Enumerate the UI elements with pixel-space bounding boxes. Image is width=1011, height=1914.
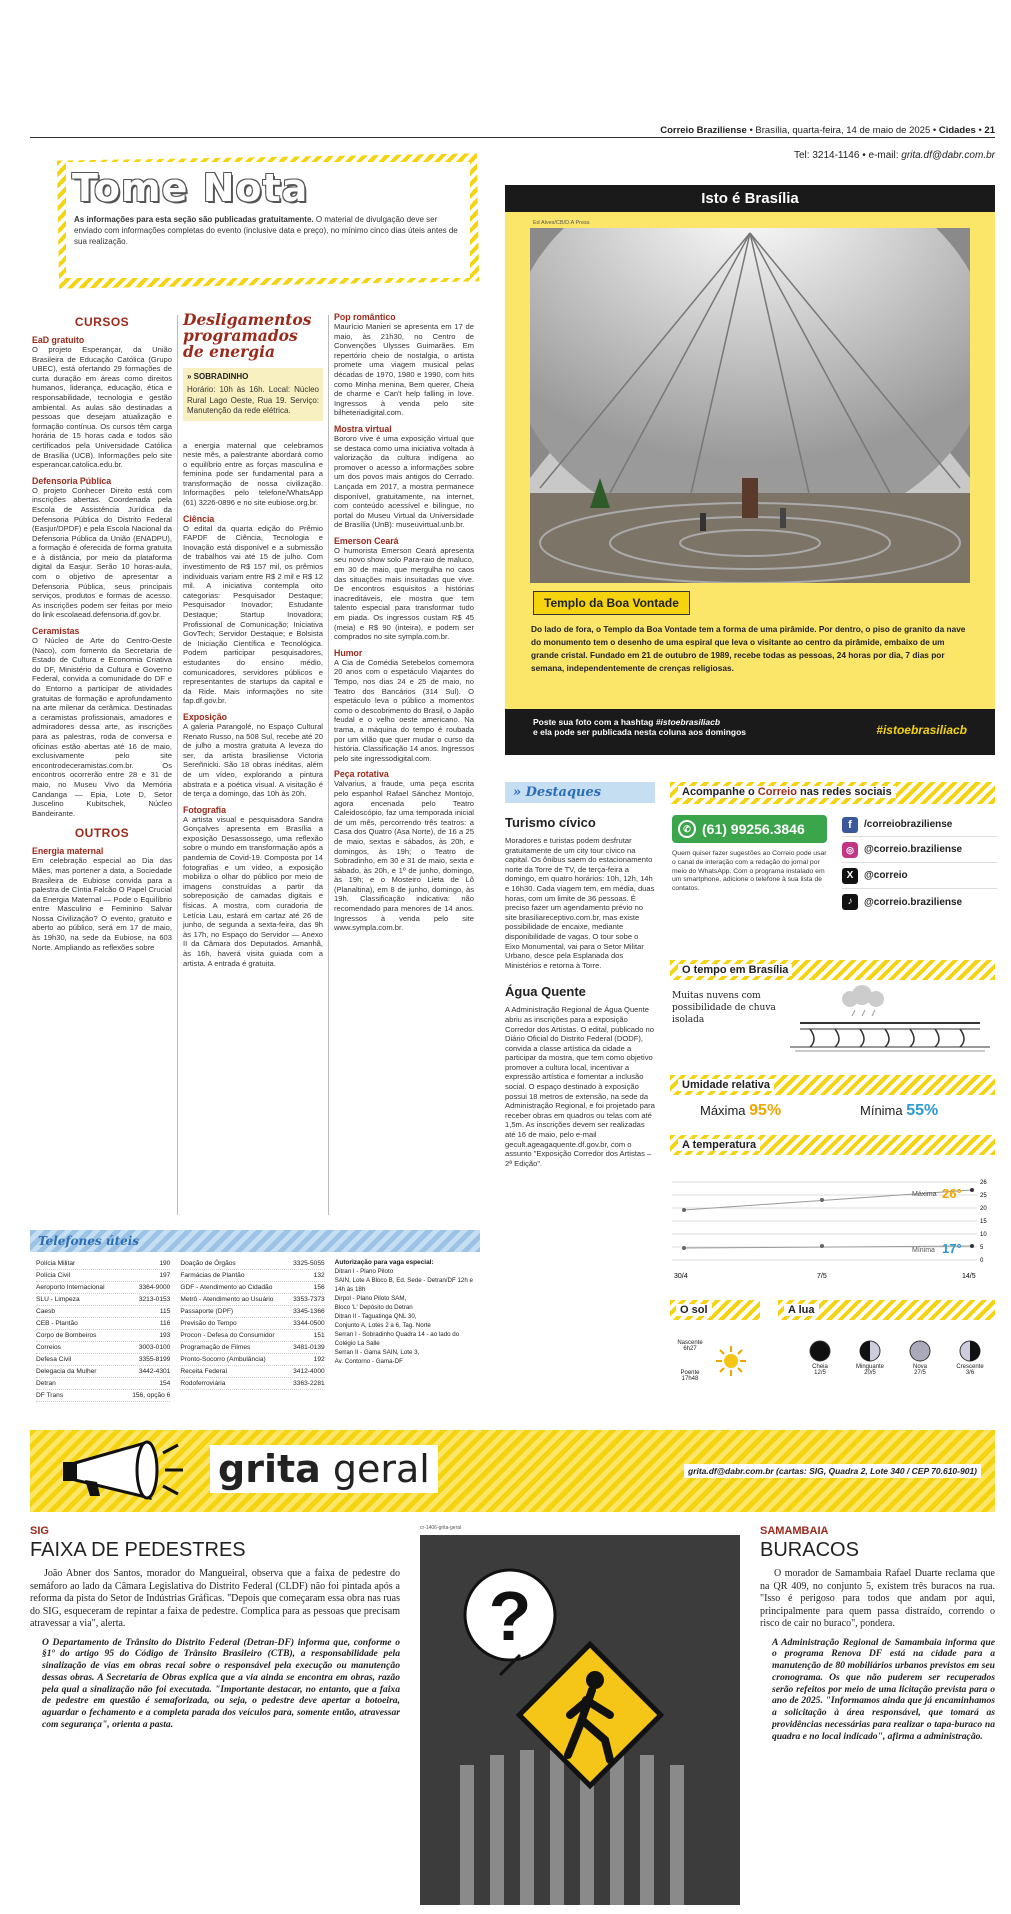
footer-text-2: e ela pode ser publicada nesta coluna aos domingos xyxy=(533,727,747,737)
phone-label: GDF - Atendimento ao Cidadão xyxy=(180,1284,273,1291)
phone-row xyxy=(180,1282,324,1294)
phones-col-1 xyxy=(36,1258,170,1402)
phone-label: Previsão do Tempo xyxy=(180,1320,237,1327)
phone-row xyxy=(36,1258,170,1270)
kicker: SAMAMBAIA xyxy=(760,1525,829,1537)
vaga-line: SAIN, Lote A Bloco B, Ed. Sede - Detran/DF 12h e 14h às 18h xyxy=(334,1277,473,1293)
phone-label: Caesb xyxy=(36,1308,56,1315)
phone-row xyxy=(180,1354,324,1366)
phones-c3-list xyxy=(335,1267,474,1366)
label: Mínima xyxy=(860,1103,903,1118)
section-name: Cidades xyxy=(938,125,976,136)
phase-name: Crescente xyxy=(956,1364,984,1370)
phones-title: Telefones úteis xyxy=(30,1230,480,1252)
item-text: A Cia de Comédia Setebelos comemora 20 anos com o espetáculo Viajantes do Tempo, nos dias 24 e 25 de maio, no Teatro dos Bancários (314 Sul). O espetáculo leva o público a momentos como o descobrimento do Brasil, o Japão feudal e o velho oeste americano. Na trama, a máquina do tempo é roubada por um vilão que quer mudar o curso da história. Classificação 14 anos. Ingressos pelo site ingressodigital.com. xyxy=(334,657,474,763)
vaga-line: Dirpol - Plano Piloto SAM, xyxy=(334,1295,407,1302)
whatsapp-icon: ✆ xyxy=(678,820,696,838)
moon-phase-full xyxy=(800,1340,840,1376)
y-tick: 26 xyxy=(980,1180,987,1186)
phone-label: Farmácias de Plantão xyxy=(180,1272,245,1279)
outros-label: OUTROS xyxy=(74,826,130,841)
facebook-link[interactable] xyxy=(842,813,997,837)
phone-number: 151 xyxy=(313,1332,325,1339)
sun-icon xyxy=(715,1345,747,1377)
grita-contact[interactable] xyxy=(684,1464,981,1478)
point xyxy=(682,1208,686,1212)
item-title: Energia maternal xyxy=(32,846,104,857)
phase-date: 3/6 xyxy=(965,1370,975,1376)
phone-number: 3412-4000 xyxy=(293,1368,325,1375)
point xyxy=(820,1244,824,1248)
y-tick: 10 xyxy=(980,1232,987,1238)
phase-name: Cheia xyxy=(812,1364,828,1370)
tmax-value: 26° xyxy=(942,1186,962,1201)
intro-bold: As informações para esta seção são publicadas gratuitamente. xyxy=(74,215,314,224)
tiktok-icon: ♪ xyxy=(842,894,858,910)
forecast-text: Muitas nuvens com possibilidade de chuva isolada xyxy=(672,991,776,1025)
vaga-line: Serran II - Gama SAIN, Lote 3, xyxy=(334,1349,420,1356)
vaga-line: Bloco 'L' Depósito do Detran xyxy=(334,1304,413,1311)
weather-header xyxy=(670,960,995,980)
item-text: Valvarius, a fraude, uma peça escrita pelo espanhol Rafael Sánchez Montojo, agora encenada pelo Teatro Caleidoscópio, faz uma temporada inicial de um mês, percorrendo três teatros: a Casa dos Quatro (Asa Norte), de 16 a 25 de maio, sextas e sábados, às 20h, e domingos, às 19h; o Teatro de Sobradinho, em 30 e 31 de maio, sexta e sábado, às 20h, e 1º de junho, domingo, às 19h; e o Mosteiro Lieta de Lô (Planaltina), em 8 de junho, domingo, às 19h. Classificação indicativa: não recomendado para menores de 14 anos. Ingressos à venda pelo site www.sympla.com.br. xyxy=(334,779,474,933)
phone-number: 3344-0500 xyxy=(293,1320,325,1327)
weather-title: O tempo em Brasília xyxy=(678,964,792,976)
item-title: Peça rotativa xyxy=(334,769,389,780)
item-title: Ciência xyxy=(183,513,215,524)
date-label: 14/5 xyxy=(962,1273,976,1280)
y-tick: 15 xyxy=(980,1219,987,1225)
value: 95% xyxy=(749,1102,782,1119)
label: Poente xyxy=(680,1370,700,1376)
label: Nascente xyxy=(677,1340,703,1346)
social-title xyxy=(678,786,896,798)
phone-number: 3345-1366 xyxy=(293,1308,325,1315)
kicker: SIG xyxy=(30,1525,49,1537)
phones-c3-title: Autorização para vaga especial: xyxy=(334,1259,434,1266)
phone-row xyxy=(36,1318,170,1330)
moon-title: A lua xyxy=(784,1304,819,1316)
response: A Administração Regional de Samambaia informa que o programa Renova DF está na cidade para a manutenção de 80 mobiliários urbanos previstos em seu cronograma. Os que não puderem ser recuperados serão refeitos por meio de uma licitação prevista para o ano de 2025. "Informamos ainda que já encaminhamos a solicitação à área responsável, que tomará as providências necessárias para realizar o tapa-buraco na quadra e no local indicado", afirma a administração. xyxy=(772,1636,995,1742)
y-tick: 25 xyxy=(980,1193,987,1199)
destaques-p2: A Administração Regional de Água Quente abriu as inscrições para a exposição Corredor dos Artistas. O edital, publicado no Diário Oficial do Distrito Federal (DODF), convida a classe artística da cidade a participar da mostra, que tem como objetivo promover a cultura local, incentivar a expressão artística e fomentar a inclusão social. O espaço destinado à exposição possui 18 metros de extensão, na sede da Administração Regional, e foi projetado para receber obras em quadros ou telas com até 1,5m. As inscrições devem ser realizadas até 16 de maio, pelo e-mail gecult.ageagaquente.df.gov.br, com o assunto "Exposição Corredor dos Artistas – 2ª Edição". xyxy=(505,1005,655,1168)
phone-label: Aeroporto Internacional xyxy=(36,1284,105,1291)
temp-chart xyxy=(672,1160,992,1280)
item-text: A artista visual e pesquisadora Sandra Gonçalves apresenta em Brasília a exposição Desassossego, uma reflexão sobre o mundo em transformação após a pandemia de Covid-19. Composta por 14 fotografias e um vídeo, a exposição mobiliza o olhar do público por meio de imagens construídas a partir da sobreposição de camadas digitais e físicas. A mostra, com curadoria de Letícia Lau, estará em cartaz até 26 de junho, de segunda a sexta-feira, das 9h às 17h, no Espaço do Servidor — Anexo II da Câmara dos Deputados. Amanhã, às 16h, haverá visita guiada com a artista. A entrada é gratuita. xyxy=(183,814,323,968)
outros-cont: a energia maternal que celebramos neste mês, a palestrante abordará como o equilíbrio entre as forças masculina e feminina pode ser fundamental para a transformação de nossa civilização. Informações pelo telefone/WhatsApp (61) 3226-0896 e no site eubiose.org.br. xyxy=(183,440,323,508)
tel: Tel: 3214-1146 xyxy=(794,150,860,161)
phone-label: Passaporte (DPF) xyxy=(180,1308,234,1315)
moon-header xyxy=(778,1300,995,1320)
item-text: Maurício Manieri se apresenta em 17 de maio, às 21h30, no Centro de Convenções Ulysses Guimarães. Em repertório cheio de nostalgia, o artista promete uma viagem musical pelas décadas de 1970, 1980 e 1990, com hits como Minha menina, Bem querer, Cheia de charme e Can't help falling in love. Ingressos à venda pelo site bilheteriadigital.com. xyxy=(334,322,474,418)
social-header xyxy=(670,782,995,804)
contact-text: grita.df@dabr.com.br (cartas: SIG, Quadra 2, Lote 340 / CEP 70.610-901) xyxy=(687,1466,977,1476)
moon-waxing-icon xyxy=(959,1340,981,1362)
humidity-title: Umidade relativa xyxy=(678,1079,774,1091)
x-link[interactable] xyxy=(842,863,997,889)
item-text: O projeto Conhecer Direito está com inscrições abertas. Coordenada pela Escola de Assistência Jurídica da Defensoria Pública do Distrito Federal (Easjur/DPDF) e pela Escola Nacional da Defensoria Pública da União (ENADPU), a formação é oferecida de forma gratuita e à distância, por meio da plataforma digital da Easjur. Serão 10 horas-aula, com o objetivo de apresentar a Defensoria Pública, seus principais serviços, produtos e formas de acesso. As inscrições podem ser feitas por meio do link escolaead.defensoria.df.gov.br. xyxy=(32,485,172,620)
t: Correio xyxy=(757,786,797,798)
tmin-value: 17° xyxy=(942,1241,962,1256)
item-text: Em celebração especial ao Dia das Mães, mas portener a data, a Sociedade Brasileira de Eubiose convida para a palestra de Cíntia Falcão O Papel Crucial da Energia Maternal — Pode o Equilíbrio entre Masculino e Feminino Salvar Nossa Civilização? O evento, gratuito e aberto ao público, será em 17 de maio, às 19h30, na sede da Eubiose, na 603 Norte. Ampliando as reflexões sobre xyxy=(32,856,172,952)
sun-title: O sol xyxy=(676,1304,712,1316)
sunrise xyxy=(672,1340,708,1352)
grita-banner xyxy=(30,1430,995,1512)
phone-row xyxy=(180,1294,324,1306)
deslig-title: Desligamentos programados de energia xyxy=(183,310,312,361)
phone-row xyxy=(36,1366,170,1378)
social-text: Quem quiser fazer sugestões ao Correio pode usar o canal de interação com a redação do jornal por meio do WhatsApp. Com o programa instalado em um smartphone, adicione o telefone à sua lista de contatos. xyxy=(672,850,827,893)
isto-text: Do lado de fora, o Templo da Boa Vontade tem a forma de uma pirâmide. Por dentro, o piso de granito da nave do monumento tem o desenho de uma espiral que leva o visitante ao centro da pirâmide, embaixo de um grande cristal. Fundado em 21 de outubro de 1989, recebe todas as pessoas, 24 horas por dia, 7 dias por semana, independentemente de crenças religiosas. xyxy=(531,624,966,673)
phone-number: 3364-9000 xyxy=(138,1284,171,1291)
phone-number: 132 xyxy=(313,1272,325,1279)
phone-label: Receita Federal xyxy=(180,1368,227,1375)
label: Máxima xyxy=(700,1103,746,1118)
phones-col-3 xyxy=(335,1258,474,1402)
item-title: EaD gratuito xyxy=(32,335,85,345)
phone-row xyxy=(36,1390,170,1402)
isto-footer xyxy=(505,709,995,755)
hashtag[interactable]: #istoebrasiliacb xyxy=(655,717,721,727)
tiktok-link[interactable] xyxy=(842,889,997,915)
phone-number: 3213-0153 xyxy=(138,1296,171,1303)
destaques-t2: Água Quente xyxy=(505,984,586,1000)
point xyxy=(970,1188,974,1192)
value: 6h27 xyxy=(683,1346,697,1352)
phone-number: 3442-4301 xyxy=(138,1368,171,1375)
tome-nota-intro xyxy=(66,210,470,251)
phone-label: Polícia Civil xyxy=(36,1272,71,1279)
response: O Departamento de Trânsito do Distrito Federal (Detran-DF) informa que, conforme o §1º do artigo 95 do Código de Trânsito Brasileiro (CTB), a responsabilidade pela sinalização de vias em obras recai sobre o responsável pela execução ou manutenção dessas obras. A Secretaria de Obras explica que a via ainda se encontra em obras, razão pela qual a sinalização não foi executada. "Importante destacar, no entanto, que a faixa de pedestre em questão é semaforizada, ou seja, o pedestre deve apertar a botoeira, aguardar o fechamento e a completa parada dos veículos para, somente então, atravessar com segurança", orienta a pasta. xyxy=(42,1636,400,1731)
grita-title xyxy=(210,1445,438,1493)
page-header xyxy=(610,125,995,136)
point xyxy=(970,1244,974,1248)
sunset xyxy=(672,1370,708,1382)
phone-number: 3481-0139 xyxy=(293,1344,325,1351)
tome-nota-box xyxy=(66,162,470,278)
crosswalk-image xyxy=(420,1535,740,1905)
phone-number: 190 xyxy=(159,1260,171,1267)
grita-right xyxy=(760,1525,995,1743)
item-title: Defensoria Pública xyxy=(32,475,112,486)
instagram-link[interactable] xyxy=(842,837,997,863)
phone-row xyxy=(36,1282,170,1294)
phone-label: Procon - Defesa do Consumidor xyxy=(180,1332,275,1339)
link-label: /correiobraziliense xyxy=(864,819,953,830)
phone-number: 192 xyxy=(313,1356,325,1363)
phone-label: Defesa Civil xyxy=(36,1356,72,1363)
phone-label: Corpo de Bombeiros xyxy=(36,1332,97,1339)
max-label: Máxima xyxy=(912,1191,937,1198)
item-title: Pop romântico xyxy=(334,312,396,322)
phone-label: Metrô - Atendimento ao Usuário xyxy=(180,1296,274,1303)
sep: • xyxy=(932,125,937,136)
destaques-label: » Destaques xyxy=(505,782,655,803)
min-label: Mínima xyxy=(912,1247,935,1254)
phone-row xyxy=(36,1378,170,1390)
phone-label: Doação de Órgãos xyxy=(180,1260,236,1267)
phase-name: Nova xyxy=(912,1364,927,1370)
vaga-line: Conjunto A, Lotes 2 a 6, Tag. Norte xyxy=(334,1322,431,1329)
cursos-label: CURSOS xyxy=(74,315,130,329)
deslig-text: Horário: 10h às 16h. Local: Núcleo Rural Lago Oeste, Rua 19. Serviço: Manutenção da rede elétrica. xyxy=(187,385,319,415)
phone-label: Pronto-Socorro (Ambulância) xyxy=(180,1356,266,1363)
y-tick: 5 xyxy=(980,1245,984,1251)
phone-label: DF Trans xyxy=(36,1392,64,1399)
phone-label: Polícia Militar xyxy=(36,1260,76,1267)
deslig-box xyxy=(183,368,323,421)
destaques-p1: Moradores e turistas podem desfrutar gratuitamente de um city tour cívico na capital. Os ônibus saem do estacionamento norte da Torre de TV, de terça-feira a domingo, em quatro horários: 10h, 12h, 14h e 16h30. Cada viagem tem, em média, duas horas, com um limite de 36 pessoas. É preciso fazer um agendamento prévio no site brasiliareceptivo.com.br, mas existe possibilidade de encaixe, mediante disponibilidade de vagas. O tour sobe o Eixo Monumental, vai para o Setor Militar Urbano, desce pela Esplanada dos Ministérios e retorna à Torre. xyxy=(505,836,655,970)
item-title: Mostra virtual xyxy=(334,423,392,434)
vaga-line: Ditran I - Plano Piloto xyxy=(334,1268,394,1275)
grita-illustration xyxy=(420,1525,740,1905)
phone-label: Detran xyxy=(36,1380,56,1387)
letter: O morador de Samambaia Rafael Duarte reclama que na QR 409, no conjunto 5, existem três buracos na rua. "Isso é perigoso para todos que andam por aqui, principalmente para quem passa distraído, correndo o risco de cair no buraco", pondera. xyxy=(760,1568,995,1629)
link-label: @correio xyxy=(864,870,908,881)
letter: João Abner dos Santos, morador do Mangueiral, observa que a faixa de pedestre do semáforo ao lado da Câmara Legislativa do Distrito Federal (CLDF) não foi pintada após a reforma da pista do Setor de Indústrias Gráficas. "Depois que começaram essa obra nas ruas do SIG, esqueceram de repintar a faixa de pedestre. Complica para as pessoas que precisam atravessar a via", alerta. xyxy=(30,1568,400,1629)
sun-header xyxy=(670,1300,760,1320)
item-title: Exposição xyxy=(183,711,228,722)
phone-number: 154 xyxy=(159,1380,171,1387)
moon-phases xyxy=(800,1340,990,1376)
item-text: O edital da quarta edição do Prêmio FAPDF de Ciência, Tecnologia e Inovação está disponível e a submissão de trabalhos vai até 15 de julho. Com investimento de R$ 157 mil, os prêmios individuais variam entre R$ 2 mil e R$ 12 mil. A iniciativa contempla oito categorias: Pesquisador Destaque; Pesquisador Inovador; Estudante Destaque; Startup Inovadora; Profissional de Comunicação; Iniciativa GovTech; Servidor Destaque; e Bolsista de Iniciação Científica e Tecnológica. Podem participar pesquisadores, estudantes do ensino médio, comunicadores, servidores públicos e representantes de startups da capital e da Ride. Mais informações no site fap.df.gov.br. xyxy=(183,523,323,706)
temp-title: A temperatura xyxy=(678,1139,760,1151)
x-icon: X xyxy=(842,868,858,884)
phone-row xyxy=(36,1306,170,1318)
phone-label: Rodoferroviária xyxy=(180,1380,226,1387)
hashtag-big[interactable]: #istoebrasiliacb xyxy=(876,723,967,737)
dateline: Brasília, quarta-feira, 14 de maio de 2025 xyxy=(755,125,931,136)
phone-row xyxy=(180,1270,324,1282)
phone-row xyxy=(36,1294,170,1306)
point xyxy=(820,1198,824,1202)
phone-label: CEB - Plantão xyxy=(36,1320,78,1327)
whatsapp-button[interactable] xyxy=(672,815,827,843)
phones-box xyxy=(30,1230,480,1415)
phone-label: Delegacia da Mulher xyxy=(36,1368,97,1375)
moon-phase-waning xyxy=(850,1340,890,1376)
link-label: @correio.braziliense xyxy=(864,844,963,855)
phone-number: 156 xyxy=(313,1284,325,1291)
moon-waning-icon xyxy=(859,1340,881,1362)
date-label: 30/4 xyxy=(674,1273,688,1280)
t: nas redes sociais xyxy=(796,786,892,798)
item-title: Ceramistas xyxy=(32,626,80,637)
y-tick: 0 xyxy=(980,1258,984,1264)
column-2 xyxy=(183,312,323,968)
item-title: Fotografia xyxy=(183,804,227,815)
phase-date: 12/5 xyxy=(814,1370,826,1376)
phone-label: SLU - Limpeza xyxy=(36,1296,80,1303)
destaques-t1: Turismo cívico xyxy=(505,815,596,830)
sep: • xyxy=(749,125,753,136)
phone-number: 197 xyxy=(159,1272,171,1279)
megaphone-icon xyxy=(55,1438,205,1504)
phase-name: Minguante xyxy=(855,1364,885,1370)
phone-row xyxy=(180,1318,324,1330)
column-3 xyxy=(334,312,474,933)
intro-text: O material de divulgação deve ser enviado com informações completas do evento (inclusive data e preço), no mínimo cinco dias úteis antes de sua realização. xyxy=(74,215,458,246)
item-text: O projeto Esperançar, da União Brasileira de Educação Católica (Grupo UBEC), está ofertando 29 formações de curta duração em áreas como direitos humanos, liderança, educação, ética e responsabilidade, tecnologia e gestão ambiental. As aulas são destinadas a pessoas que desejam atualização e formação contínua. Os cursos têm carga horária de 15 horas cada e todos são certificados pela Universidade Católica de Brasília (UCB). Informações pelo site esperancar.catolica.edu.br. xyxy=(32,345,172,470)
phone-number: 3363-2281 xyxy=(293,1380,325,1387)
value: 17h48 xyxy=(681,1376,699,1382)
column-rule xyxy=(328,315,329,1215)
vaga-line: Ditran II - Taguatinga QNL 30, xyxy=(334,1313,417,1320)
phone-row xyxy=(180,1342,324,1354)
isto-box xyxy=(505,185,995,755)
moon-phase-new xyxy=(900,1340,940,1376)
page-number: 21 xyxy=(984,125,995,136)
humidity-max xyxy=(700,1102,781,1120)
item-text: O humorista Emerson Ceará apresenta seu novo show solo Para-raio de maluco, em 30 de maio, que mergulha no caos das situações mais insuitadas que vive. De encontros esquisitos a histórias inacreditáveis, ele mostra que tem talento especial para transformar tudo em piada. Os ingressos custam R$ 45 (meia) e R$ 90 (inteira), e podem ser comprados no site sympla.com.br. xyxy=(334,545,474,642)
footer-text: Poste sua foto com a hashtag xyxy=(533,717,656,727)
phone-row xyxy=(180,1258,324,1270)
img-code: cr-1406-grita-geral xyxy=(420,1525,740,1535)
date-label: 7/5 xyxy=(817,1273,827,1280)
templo-photo xyxy=(530,228,970,583)
item-text: A galeria Parangolé, no Espaço Cultural Renato Russo, na 508 Sul, recebe até 20 de julho a mostra gratuita A leveza do ser, da artista brasiliense Victoria Sereñnicki. São 18 obras inéditas, além de um vídeo, explorando a pintura abstrata e a poética visual. A visitação é de terça a domingo, das 10h às 20h. xyxy=(183,721,323,799)
sep: • xyxy=(978,125,982,136)
phone-row xyxy=(180,1378,324,1390)
grita-left xyxy=(30,1525,400,1731)
point xyxy=(682,1246,686,1250)
facebook-icon: f xyxy=(842,817,858,833)
email-label: • e-mail: xyxy=(862,150,899,161)
headline: BURACOS xyxy=(760,1539,859,1561)
moon-phase-waxing xyxy=(950,1340,990,1376)
value: 55% xyxy=(906,1102,939,1119)
contact-line xyxy=(610,150,995,161)
whatsapp-phone: (61) 99256.3846 xyxy=(702,821,805,837)
isto-caption: Templo da Boa Vontade xyxy=(533,591,690,615)
phone-number: 115 xyxy=(159,1308,171,1315)
phone-number: 116 xyxy=(159,1320,171,1327)
y-tick: 20 xyxy=(980,1206,987,1212)
header-rule xyxy=(30,137,995,138)
phase-date: 20/5 xyxy=(864,1370,876,1376)
phone-row xyxy=(36,1330,170,1342)
phone-row xyxy=(36,1354,170,1366)
paper-name: Correio Braziliense xyxy=(660,125,747,136)
moon-new-icon xyxy=(909,1340,931,1362)
isto-title: Isto é Brasília xyxy=(505,185,995,212)
destaques-col xyxy=(505,782,655,1168)
phone-row xyxy=(180,1366,324,1378)
phones-col-2 xyxy=(180,1258,324,1402)
moon-full-icon xyxy=(809,1340,831,1362)
planalto-illustration xyxy=(790,985,990,1055)
humidity-header xyxy=(670,1075,995,1095)
tome-nota-title: Tome Nota xyxy=(72,166,309,210)
phone-number: 3325-5055 xyxy=(293,1260,325,1267)
phone-number: 3355-8199 xyxy=(138,1356,171,1363)
phase-date: 27/5 xyxy=(914,1370,926,1376)
vaga-line: Av. Contorno - Gama-DF xyxy=(334,1358,403,1365)
phone-row xyxy=(180,1306,324,1318)
email[interactable]: grita.df@dabr.com.br xyxy=(901,150,995,161)
phone-row xyxy=(36,1270,170,1282)
item-title: Humor xyxy=(334,647,363,658)
column-rule xyxy=(177,315,178,1215)
phone-row xyxy=(36,1342,170,1354)
headline: FAIXA DE PEDESTRES xyxy=(30,1539,246,1561)
item-text: Bororo vive é uma exposição virtual que se destaca como uma iniciativa voltada à valorização da cultura indígena ao promover o acesso a informações sobre um dos povos mais antigos do Cerrado. Lançada em 2017, a mostra permanece disponível, gratuitamente, na internet, com conteúdo acessível e bilíngue, no portal do Museu Virtual da Universidade de Brasília (UnB): museuvirtual.unb.br. xyxy=(334,433,474,530)
item-title: Emerson Ceará xyxy=(334,535,399,546)
t: Acompanhe o xyxy=(682,786,758,798)
social-links xyxy=(842,813,997,915)
phone-label: Correios xyxy=(36,1344,61,1351)
phone-row xyxy=(180,1330,324,1342)
t: grita xyxy=(218,1447,321,1491)
humidity-min xyxy=(860,1102,938,1120)
photo-credit: Ed Alves/CB/D.A Press xyxy=(533,220,590,226)
phone-number: 156, opção 6 xyxy=(132,1392,171,1399)
t: geral xyxy=(320,1447,430,1491)
phone-label: Programação de Filmes xyxy=(180,1344,251,1351)
phone-number: 193 xyxy=(159,1332,171,1339)
deslig-place: » SOBRADINHO xyxy=(187,372,249,381)
column-cursos xyxy=(32,315,172,952)
phone-number: 3353-7373 xyxy=(293,1296,325,1303)
svg-text:?: ? xyxy=(488,1577,532,1655)
phone-number: 3003-0100 xyxy=(138,1344,171,1351)
link-label: @correio.braziliense xyxy=(864,896,963,908)
vaga-line: Serran I - Sobradinho Quadra 14 - ao lado do Colégio La Salle xyxy=(334,1331,460,1347)
item-text: O Núcleo de Arte do Centro-Oeste (Naco), com fomento da Secretaria de Estado de Cultura e Economia Criativa do DF, Ministério da Cultura e Governo Federal, convida a comunidade do DF e do Entorno a participar de atividades gratuitas de formação e aprofundamento na arte milenar da cerâmica. Destinadas a ceramistas profissionais, amadores e admiradores dessa arte, as inscrições para as palestras, roda de conversa e oficinas estão abertas até 16 de maio, exclusivamente pelo site encontrodeceramistas.com.br. Os encontros ocorrerão entre 28 e 31 de maio, no Museu Vivo da Memória Candanga — Epia, Lote D, Setor Juscelino Kubitschek, Núcleo Bandeirante. xyxy=(32,636,172,818)
instagram-icon: ◎ xyxy=(842,842,858,858)
temp-header xyxy=(670,1135,995,1155)
